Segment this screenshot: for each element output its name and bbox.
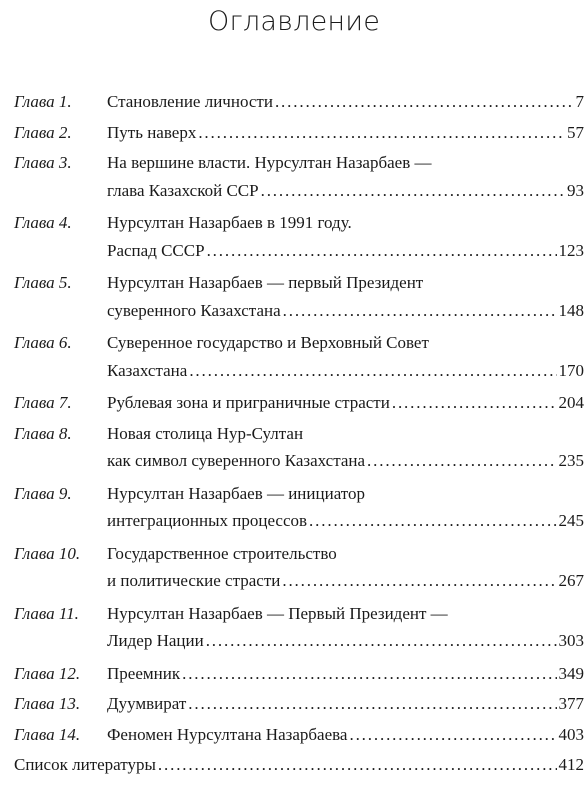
toc-entry	[0, 480, 588, 535]
toc-line	[107, 540, 584, 568]
chapter-label: Глава 9.	[14, 483, 72, 503]
toc-line	[107, 119, 584, 147]
chapter-title: интеграционных процессов	[107, 511, 308, 530]
toc-line	[107, 420, 584, 448]
chapter-title: Путь наверх	[107, 122, 197, 142]
toc-line	[107, 88, 584, 116]
bibliography-title: Список литературы	[14, 755, 156, 774]
chapter-title: Нурсултан Назарбаев — первый Президент	[107, 273, 424, 292]
chapter-label: Глава 11.	[14, 603, 79, 623]
page-number: 377	[558, 694, 584, 713]
page-number: 403	[558, 724, 584, 744]
dot-leader	[182, 660, 556, 688]
chapter-title: как символ суверенного Казахстана	[107, 451, 366, 470]
toc-entry	[0, 269, 588, 324]
chapter-label: Глава 2.	[14, 122, 72, 142]
dot-leader	[349, 721, 556, 749]
chapter-label: Глава 13.	[14, 694, 81, 713]
toc-entry	[0, 149, 588, 204]
page-number: 123	[558, 240, 584, 260]
chapter-title: Нурсултан Назарбаев в 1991 году.	[107, 213, 352, 232]
chapter-label: Глава 7.	[14, 393, 72, 412]
dot-leader	[283, 297, 557, 325]
chapter-title: суверенного Казахстана	[107, 300, 281, 320]
dot-leader	[392, 389, 557, 417]
toc-line	[107, 600, 584, 628]
page-number: 7	[575, 92, 584, 111]
toc-line	[107, 690, 584, 718]
page-title: Оглавление	[207, 6, 381, 37]
toc-line	[107, 237, 584, 265]
chapter-title: Нурсултан Назарбаев — Первый Президент —	[107, 603, 448, 623]
toc-line	[107, 447, 584, 475]
toc-entry	[0, 690, 588, 718]
chapter-title: Суверенное государство и Верховный Совет	[107, 333, 429, 352]
chapter-title: Новая столица Нур-Султан	[107, 423, 304, 443]
toc-line	[107, 177, 584, 205]
chapter-title: Казахстана	[107, 360, 188, 380]
toc-entry-bibliography	[0, 751, 588, 779]
toc-line	[107, 627, 584, 655]
chapter-title: Преемник	[107, 663, 181, 683]
toc-entry	[0, 420, 588, 475]
dot-leader	[275, 88, 574, 116]
toc-entry	[0, 389, 588, 417]
page-number: 235	[558, 451, 584, 470]
page-number: 148	[558, 300, 584, 320]
chapter-title: глава Казахской ССР	[107, 180, 259, 200]
chapter-label: Глава 5.	[14, 273, 72, 292]
chapter-label: Глава 14.	[14, 724, 81, 744]
dot-leader	[367, 447, 556, 475]
table-of-contents	[0, 88, 588, 782]
page-number: 57	[567, 122, 584, 142]
toc-entry	[0, 660, 588, 688]
chapter-title: Рублевая зона и приграничные страсти	[107, 393, 390, 412]
page-number: 170	[558, 360, 584, 380]
toc-line	[107, 660, 584, 688]
toc-line	[107, 507, 584, 535]
chapter-title: и политические страсти	[107, 571, 281, 590]
toc-line	[107, 297, 584, 325]
page-number: 303	[558, 631, 584, 650]
toc-line	[107, 329, 584, 357]
toc-entry	[0, 88, 588, 116]
toc-entry	[0, 329, 588, 384]
page-number: 349	[558, 663, 584, 683]
page-number: 204	[558, 393, 584, 412]
dot-leader	[309, 507, 556, 535]
dot-leader	[282, 567, 556, 595]
dot-leader	[188, 690, 556, 718]
chapter-title: Дуумвират	[107, 694, 187, 713]
toc-entry	[0, 209, 588, 264]
dot-leader	[206, 627, 557, 655]
chapter-title: Феномен Нурсултана Назарбаева	[107, 724, 348, 744]
dot-leader	[207, 237, 557, 265]
chapter-label: Глава 6.	[14, 333, 72, 352]
chapter-title: Становление личности	[107, 92, 273, 111]
chapter-title: Государственное строительство	[107, 543, 337, 563]
chapter-label: Глава 1.	[14, 92, 72, 111]
chapter-label: Глава 10.	[14, 543, 81, 563]
toc-line	[107, 269, 584, 297]
toc-line	[107, 149, 584, 177]
chapter-label: Глава 12.	[14, 663, 81, 683]
toc-line	[107, 209, 584, 237]
toc-line	[14, 751, 584, 779]
dot-leader	[261, 177, 565, 205]
chapter-title: На вершине власти. Нурсултан Назарбаев —	[107, 153, 432, 172]
toc-line	[107, 721, 584, 749]
toc-line	[107, 567, 584, 595]
chapter-label: Глава 4.	[14, 213, 72, 232]
toc-line	[107, 357, 584, 385]
toc-entry	[0, 540, 588, 595]
chapter-label: Глава 3.	[14, 153, 72, 172]
chapter-title: Лидер Нации	[107, 631, 204, 650]
toc-entry	[0, 119, 588, 147]
page-number: 412	[558, 755, 584, 774]
dot-leader	[198, 119, 565, 147]
page-number: 267	[558, 571, 584, 590]
toc-line	[107, 389, 584, 417]
toc-entry	[0, 600, 588, 655]
chapter-title: Распад СССР	[107, 240, 205, 260]
page-number: 245	[558, 511, 584, 530]
toc-entry	[0, 721, 588, 749]
dot-leader	[158, 751, 557, 779]
chapter-title: Нурсултан Назарбаев — инициатор	[107, 483, 366, 503]
chapter-label: Глава 8.	[14, 423, 72, 443]
toc-line	[107, 480, 584, 508]
page-number: 93	[567, 180, 584, 200]
dot-leader	[189, 357, 556, 385]
